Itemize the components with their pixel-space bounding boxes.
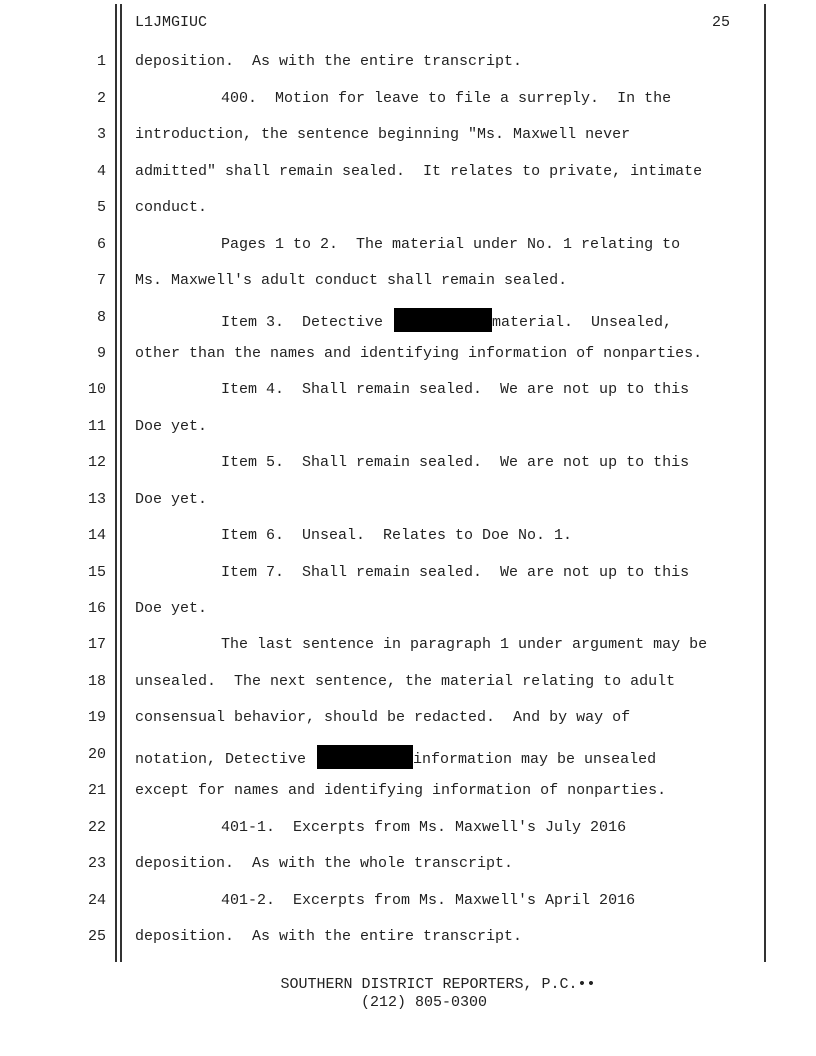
line-number: 13 [87, 491, 106, 508]
line-number: 6 [96, 236, 106, 253]
transcript-line [0, 344, 816, 364]
line-text: other than the names and identifying information of nonparties. [135, 345, 703, 362]
line-number: 25 [87, 928, 106, 945]
line-number: 5 [96, 199, 106, 216]
line-number: 21 [87, 782, 106, 799]
transcript-line [0, 672, 816, 692]
line-text: Item 5. Shall remain sealed. We are not up to this [221, 454, 690, 471]
line-text: deposition. As with the whole transcript. [135, 855, 514, 872]
transcript-line [0, 490, 816, 510]
line-text: Ms. Maxwell's adult conduct shall remain sealed. [135, 272, 568, 289]
line-text: Item 4. Shall remain sealed. We are not up to this [221, 381, 690, 398]
transcript-line [0, 818, 816, 838]
line-text: Doe yet. [135, 491, 208, 508]
line-number: 1 [96, 53, 106, 70]
line-text-before-redaction: notation, Detective [135, 751, 316, 768]
line-text: Doe yet. [135, 600, 208, 617]
line-text: 400. Motion for leave to file a surreply. In the [221, 90, 672, 107]
footer-reporter-name: SOUTHERN DISTRICT REPORTERS, P.C.•• [280, 976, 596, 993]
transcript-line [0, 89, 816, 109]
line-number: 17 [87, 636, 106, 653]
transcript-line [0, 162, 816, 182]
line-number: 2 [96, 90, 106, 107]
footer-phone: (212) 805-0300 [360, 994, 488, 1011]
line-number: 14 [87, 527, 106, 544]
transcript-line [0, 781, 816, 801]
transcript-line [0, 380, 816, 400]
line-number: 20 [87, 746, 106, 763]
line-number: 11 [87, 418, 106, 435]
line-number: 15 [87, 564, 106, 581]
document-code: L1JMGIUC [135, 14, 208, 31]
line-text: The last sentence in paragraph 1 under argument may be [221, 636, 708, 653]
line-text: Doe yet. [135, 418, 208, 435]
line-number: 16 [87, 600, 106, 617]
line-text: Item 6. Unseal. Relates to Doe No. 1. [221, 527, 573, 544]
line-number: 19 [87, 709, 106, 726]
line-text: deposition. As with the entire transcript. [135, 53, 523, 70]
transcript-line [0, 235, 816, 255]
line-number: 10 [87, 381, 106, 398]
line-text: admitted" shall remain sealed. It relates to private, intimate [135, 163, 703, 180]
line-text: 401-2. Excerpts from Ms. Maxwell's April 2016 [221, 892, 636, 909]
line-text: 401-1. Excerpts from Ms. Maxwell's July 2016 [221, 819, 627, 836]
transcript-line [0, 52, 816, 72]
redaction-block [394, 308, 492, 332]
line-text: Pages 1 to 2. The material under No. 1 relating to [221, 236, 681, 253]
line-text: Item 7. Shall remain sealed. We are not up to this [221, 564, 690, 581]
transcript-line [0, 927, 816, 947]
line-text: deposition. As with the entire transcript. [135, 928, 523, 945]
transcript-line [0, 563, 816, 583]
line-number: 12 [87, 454, 106, 471]
transcript-line [0, 854, 816, 874]
line-number: 8 [96, 309, 106, 326]
transcript-line [0, 708, 816, 728]
line-text-after-redaction: information may be unsealed [413, 751, 657, 768]
line-number: 9 [96, 345, 106, 362]
line-number: 18 [87, 673, 106, 690]
line-number: 4 [96, 163, 106, 180]
line-number: 7 [96, 272, 106, 289]
line-text-after-redaction: material. Unsealed, [492, 314, 673, 331]
line-number: 3 [96, 126, 106, 143]
transcript-line [0, 417, 816, 437]
line-text [135, 745, 656, 770]
transcript-line [0, 526, 816, 546]
line-text: consensual behavior, should be redacted. And by way of [135, 709, 631, 726]
line-text [135, 308, 672, 333]
transcript-line [0, 125, 816, 145]
line-text-before-redaction: Item 3. Detective [221, 314, 393, 331]
line-number: 22 [87, 819, 106, 836]
transcript-line [0, 599, 816, 619]
transcript-line [0, 745, 816, 768]
line-text: introduction, the sentence beginning "Ms. Maxwell never [135, 126, 631, 143]
transcript-line [0, 453, 816, 473]
transcript-line [0, 198, 816, 218]
transcript-line [0, 891, 816, 911]
transcript-line [0, 271, 816, 291]
transcript-line [0, 308, 816, 331]
line-number: 24 [87, 892, 106, 909]
redaction-block [317, 745, 413, 769]
transcript-line [0, 635, 816, 655]
line-text: conduct. [135, 199, 208, 216]
page-number: 25 [711, 14, 730, 31]
line-text: except for names and identifying information of nonparties. [135, 782, 667, 799]
line-text: unsealed. The next sentence, the material relating to adult [135, 673, 676, 690]
line-number: 23 [87, 855, 106, 872]
